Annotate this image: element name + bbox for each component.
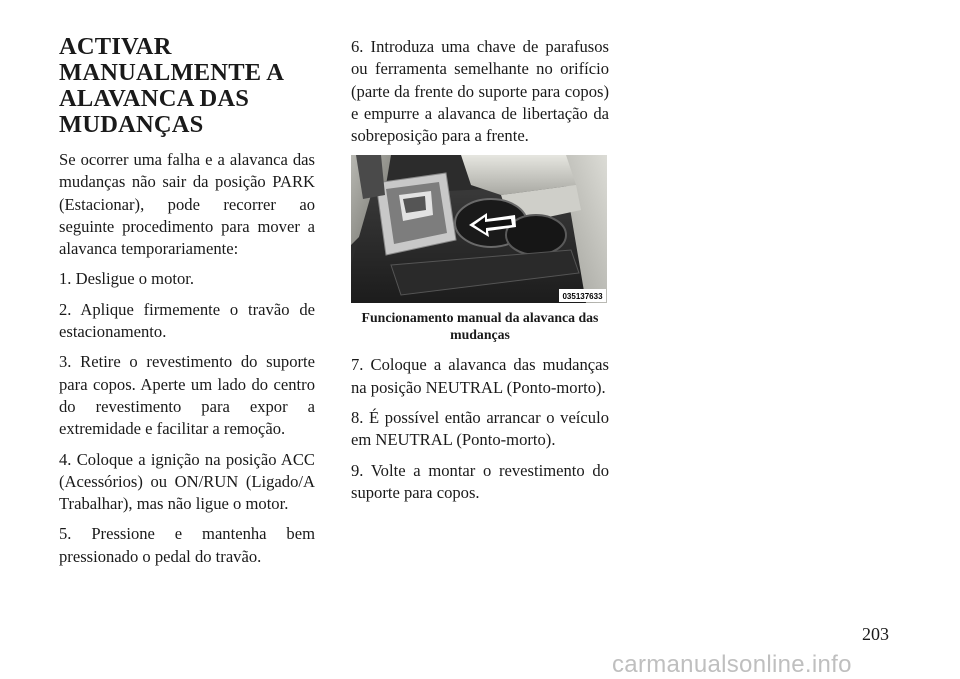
step-2: 2. Aplique firmemente o travão de estacionamento. — [59, 299, 315, 342]
page-number: 203 — [862, 624, 889, 644]
watermark: carmanualsonline.info — [612, 651, 852, 678]
step-9: 9. Volte a montar o revestimento do suporte para copos. — [351, 460, 609, 502]
step-8: 8. É possível então arrancar o veículo em NEUTRAL (Ponto-morto). — [351, 408, 609, 450]
step-6: 6. Introduza uma chave de parafusos ou ferramenta semelhante no orifício (parte da frente do suporte para copos) e empurre a alavanca de libertação da sobreposição para a frente. — [351, 37, 609, 146]
step-5: 5. Pressione e mantenha bem pressionado o pedal do travão. — [59, 524, 315, 566]
intro-paragraph: Se ocorrer uma falha e a alavanca das mudanças não sair da posição PARK (Estacionar), pode recorrer ao seguinte procedimento para mover a alavanca temporariamente: — [59, 150, 315, 259]
figure-id-label: 035137633 — [562, 292, 603, 302]
step-7: 7. Coloque a alavanca das mudanças na posição NEUTRAL (Ponto-morto). — [351, 355, 609, 397]
step-4: 4. Coloque a ignição na posição ACC (Acessórios) ou ON/RUN (Ligado/A Trabalhar), mas não ligue o motor. — [59, 449, 315, 514]
section-heading: ACTIVAR MANUALMENTE A ALAVANCA DAS MUDANÇAS — [59, 33, 283, 138]
right-column — [351, 34, 609, 512]
gear-shifter-cupholder-photo — [351, 155, 607, 303]
step-1: 1. Desligue o motor. — [59, 269, 195, 289]
step-3: 3. Retire o revestimento do suporte para copos. Aperte um lado do centro do revestimento para expor a extremidade e facilitar a remoção. — [59, 352, 315, 439]
left-column — [59, 34, 315, 576]
figure-caption: Funcionamento manual da alavanca das mudanças — [361, 310, 599, 343]
